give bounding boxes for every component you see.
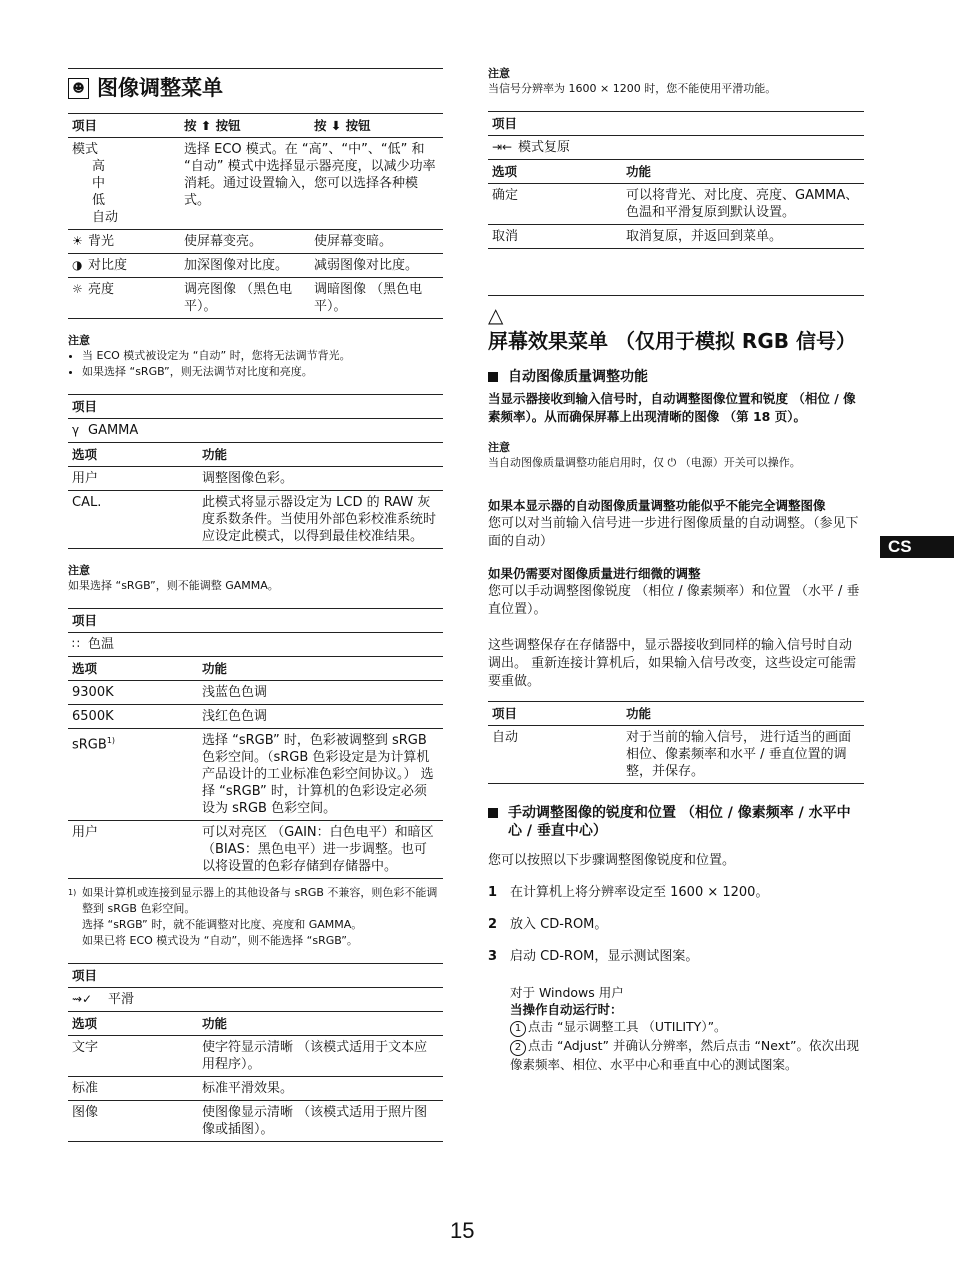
picture-table: 项目 按 ⬆ 按钮 按 ⬇ 按钮 模式 高 中 低 自动 选择 ECO 模式。在 “高”、“中”、“低” 和 “自动” 模式中选择显示器亮度，以减少功率消耗。通过设置输入，您可以选择各种模式。 ☀ 背光 使屏幕变亮。 使屏幕变暗。 ◑ 对比度 加深图像对比度。 减弱图像对比度。 ☼ 亮度 调亮图像 （黑色电平）。 调暗图像 （黑色电平）。 <box>68 113 443 319</box>
note-heading: 注意 <box>68 564 90 577</box>
title-text: 图像调整菜单 <box>97 76 223 100</box>
auto-table: 项目 功能 自动 对于当前的输入信号， 进行适当的画面相位、像素频率和水平 / 垂直位置的调整，并保存。 <box>488 701 864 784</box>
backlight-icon: ☀ <box>72 234 83 248</box>
screen-menu-icon: △ <box>488 303 504 327</box>
gamma-table: 项目 γ GAMMA 选项 功能 用户 调整图像色彩。 CAL. 此模式将显示器设定为 LCD 的 RAW 灰度系数条件。当使用外部色彩校准系统时应设定此模式，以得到最佳校准结果。 <box>68 394 443 549</box>
footnote: 1) 如果计算机或连接到显示器上的其他设备与 sRGB 不兼容，则色彩不能调整到 sRGB 色彩空间。 选择 “sRGB” 时，就不能调整对比度、亮度和 GAMMA。 如果已将 ECO 模式设为 “自动”，则不能选择 “sRGB”。 <box>68 886 438 947</box>
note-text: 当信号分辨率为 1600 × 1200 时，您不能使用平滑功能。 <box>488 82 777 95</box>
windows-instructions: 对于 Windows 用户 当操作自动运行时： 1 点击 “显示调整工具 （UTILITY）”。 2 点击 “Adjust” 并确认分辨率，然后点击 “Next”。依次出现像素频率、相位、水平中心和垂直中心的测试图案。 <box>510 985 860 1072</box>
col-down: 按 ⬇ 按钮 <box>310 114 443 138</box>
mode-desc: 选择 ECO 模式。在 “高”、“中”、“低” 和 “自动” 模式中选择显示器亮度，以减少功率消耗。通过设置输入，您可以选择各种模式。 <box>180 138 443 230</box>
reset-icon: ⇥← <box>492 140 513 154</box>
color-icon: ∷ <box>72 637 80 651</box>
left-column <box>68 68 443 1142</box>
contrast-icon: ◑ <box>72 258 83 272</box>
step-2: 2 放入 CD-ROM。 <box>488 917 608 932</box>
brightness-icon: ☼ <box>72 282 83 296</box>
section-title-picture <box>68 68 443 101</box>
smoothing-icon: ⇝✓ <box>72 992 93 1006</box>
subhead-auto: 自动图像质量调整功能 <box>488 368 864 386</box>
gamma-icon: γ <box>72 423 80 437</box>
page-number: 15 <box>450 1218 475 1243</box>
note-heading: 注意 <box>488 67 510 80</box>
note-heading: 注意 <box>68 334 90 347</box>
smoothing-table: 项目 ⇝✓ 平滑 选项 功能 文字 使字符显示清晰 （该模式适用于文本应用程序）。 标准 标准平滑效果。 图像 使图像显示清晰 （该模式适用于照片图像或插图）。 <box>68 963 443 1142</box>
col-up: 按 ⬆ 按钮 <box>180 114 310 138</box>
language-tab: CS <box>880 536 954 558</box>
col-item: 项目 <box>68 114 180 138</box>
step-3: 3 启动 CD-ROM，显示测试图案。 <box>488 949 699 964</box>
right-column: 注意 当信号分辨率为 1600 × 1200 时，您不能使用平滑功能。 项目 ⇥← 模式复原 选项 功能 确定 可以将背光、对比度、亮度、GAMMA、色温和平滑复原到默认设置。 取消 取消复原，并返回到菜单。 △屏幕效果菜单 （仅用于模拟 RGB 信号） 自动图像质量调整功能 当显示器接收到输入信号时，自动调整图像位置和锐度 （相位 / 像素频率）。从而确保屏幕上出现清晰的图像 （第 18 页）。 注意 当自动图像质量调整功能启用时，仅 ⏻ （电源）开关可以操作。 如果本显示器的自动图像质量调整功能似乎不能完全调整图像 您可以对当前输入信号进一步进行图像质量的自动调整。（参见下面的自动） 如果仍需要对图像质量进行细微的调整 您可以手动调整图像锐度 （相位 / 像素频率）和位置 （水平 / 垂直位置）。 这些调整保存在存储器中，显示器接收到同样的输入信号时自动调出。 重新连接计算机后，如果输入信号改变，这些设定可能需要重做。 项目 功能 自动 对于当前的输入信号， 进行适当的画面相位、像素频率和水平 / 垂直位置的调整，并保存。 手动调整图像的锐度和位置 （相位 / 像素频率 / 水平中心 / 垂直中心） 您可以按照以下步骤调整图像锐度和位置。 1 在计算机上将分辨率设定至 1600 × 1200。 2 放入 CD-ROM。 3 启动 CD-ROM，显示测试图案。 对于 Windows 用户 当操作自动运行时： 1 点击 “显示调整工具 （UTILITY）”。 2 点击 “Adjust” 并确认分辨率，然后点击 “Next”。依次出现像素频率、相位、水平中心和垂直中心的测试图案。 <box>488 66 864 1073</box>
mode-cell: 模式 高 中 低 自动 <box>68 138 180 230</box>
color-temp-table: 项目 ∷ 色温 选项 功能 9300K 浅蓝色色调 6500K 浅红色色调 sRGB$^{1)}$ 选择 “sRGB” 时，色彩被调整到 sRGB 色彩空间。（sRGB 色彩设定是为计算机产品设计的工业标准色彩空间协议。） 选择 “sRGB” 时，计算机的色彩设定必须设为 sRGB 色彩空间。 用户 可以对亮区 （GAIN：白色电平）和暗区 （BIAS：黑色电平）进一步调整。也可以将设置的色彩存储到存储器中。 <box>68 608 443 879</box>
section-title-screen: △屏幕效果菜单 （仅用于模拟 RGB 信号） <box>488 295 864 354</box>
note-list: • 当 ECO 模式被设定为 “自动” 时，您将无法调节背光。 • 如果选择 “sRGB”，则无法调节对比度和亮度。 <box>68 348 443 380</box>
subhead-manual: 手动调整图像的锐度和位置 （相位 / 像素频率 / 水平中心 / 垂直中心） <box>488 804 864 840</box>
picture-menu-icon: ☻ <box>68 78 89 99</box>
step-1: 1 在计算机上将分辨率设定至 1600 × 1200。 <box>488 885 769 900</box>
note-text: 如果选择 “sRGB”，则不能调整 GAMMA。 <box>68 579 279 592</box>
reset-table: 项目 ⇥← 模式复原 选项 功能 确定 可以将背光、对比度、亮度、GAMMA、色温和平滑复原到默认设置。 取消 取消复原，并返回到菜单。 <box>488 111 864 249</box>
